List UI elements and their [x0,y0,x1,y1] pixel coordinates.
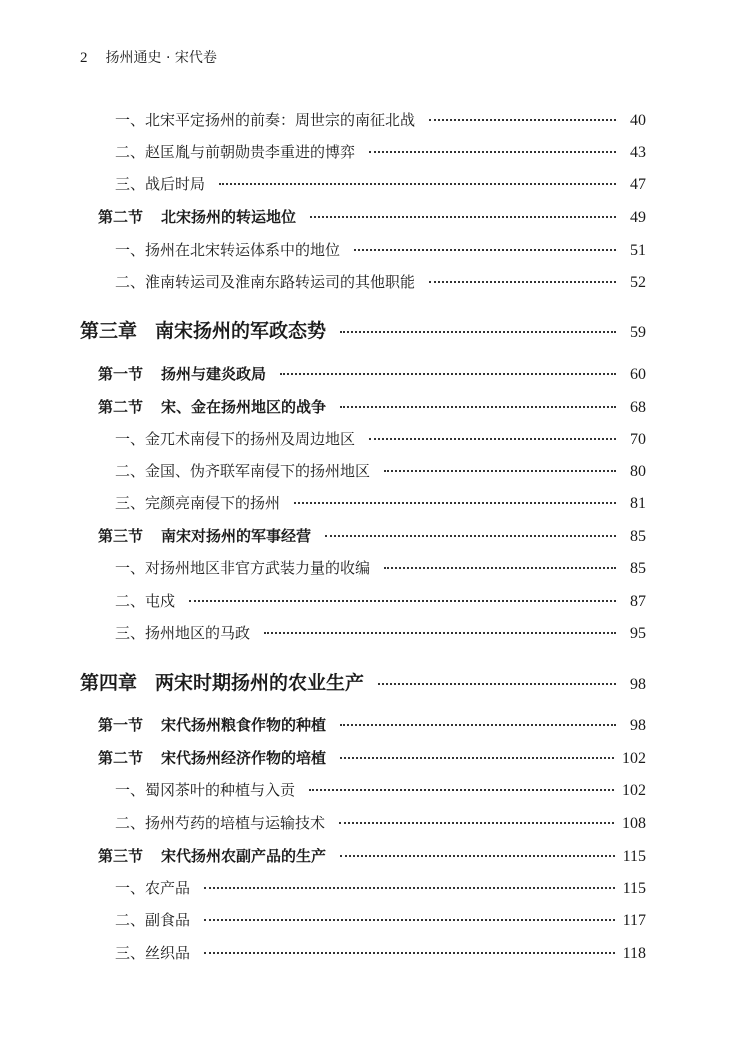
toc-entry[interactable] [115,942,646,964]
section-label: 第三节 [98,847,144,865]
dot-leader [378,682,616,685]
toc-entry-title [98,714,326,735]
section-label: 第二节 [98,749,144,767]
section-label: 第一节 [98,365,144,383]
dot-leader [219,182,616,185]
section-title: 北宋扬州的转运地位 [161,208,297,226]
toc-entry-title: 二、副食品 [115,911,191,929]
toc-entry-page: 85 [630,560,646,577]
toc-entry-page: 49 [630,209,646,226]
toc-section-entry[interactable] [98,525,646,547]
book-title: 扬州通史 · 宋代卷 [105,50,217,66]
toc-entry-title [98,747,326,768]
toc-entry-page: 47 [630,176,646,193]
toc-entry-title: 一、扬州在北宋转运体系中的地位 [115,241,341,259]
toc-entry-title: 一、蜀冈茶叶的种植与入贡 [115,781,296,799]
toc-section-entry[interactable] [98,714,646,736]
toc-chapter-entry[interactable] [80,668,646,694]
section-title: 南宋对扬州的军事经营 [161,527,312,545]
toc-entry-title: 三、完颜亮南侵下的扬州 [115,494,281,512]
section-title: 宋代扬州经济作物的培植 [161,749,327,767]
toc-entry-page: 118 [622,945,646,962]
toc-entry-page: 70 [630,431,646,448]
dot-leader [325,534,616,537]
page-number: 2 [80,50,88,66]
toc-chapter-entry[interactable] [80,316,646,342]
toc-entry-page: 102 [622,750,646,767]
toc-entry-title: 二、扬州芍药的培植与运输技术 [115,814,326,832]
toc-entry-title [98,845,326,866]
dot-leader [340,756,614,759]
dot-leader [384,566,616,569]
toc-entry-page: 115 [622,880,646,897]
dot-leader [280,372,616,375]
toc-entry-page: 68 [630,399,646,416]
toc-entry[interactable] [115,460,646,482]
toc-entry-page: 117 [622,912,646,929]
toc-entry-page: 43 [630,144,646,161]
toc-entry-title: 三、扬州地区的马政 [115,624,251,642]
toc-entry[interactable] [115,141,646,163]
toc-entry-title [98,363,266,384]
chapter-label: 第四章 [80,672,138,694]
toc-section-entry[interactable] [98,363,646,385]
toc-entry-title: 一、北宋平定扬州的前奏：周世宗的南征北战 [115,111,416,129]
toc-entry-page: 51 [630,242,646,259]
toc-entry-page: 87 [630,593,646,610]
toc-entry[interactable] [115,590,646,612]
chapter-title: 两宋时期扬州的农业生产 [155,672,365,694]
toc-entry-title [98,396,326,417]
dot-leader [340,330,616,333]
toc-entry[interactable] [115,173,646,195]
toc-entry[interactable] [115,812,646,834]
dot-leader [429,280,616,283]
toc-entry[interactable] [115,271,646,293]
toc-entry[interactable] [115,877,646,899]
toc-entry-page: 40 [630,112,646,129]
chapter-title: 南宋扬州的军政态势 [155,320,327,342]
section-title: 宋、金在扬州地区的战争 [161,398,327,416]
toc-entry-title: 二、金国、伪齐联军南侵下的扬州地区 [115,462,371,480]
dot-leader [429,118,616,121]
section-label: 第三节 [98,527,144,545]
toc-entry-title: 一、对扬州地区非官方武装力量的收编 [115,559,371,577]
toc-entry[interactable] [115,428,646,450]
toc-section-entry[interactable] [98,206,646,228]
toc-entry-page: 81 [630,495,646,512]
toc-entry[interactable] [115,109,646,131]
dot-leader [340,405,616,408]
toc-entry-title: 二、赵匡胤与前朝勋贵李重进的博弈 [115,143,356,161]
section-label: 第二节 [98,208,144,226]
toc-entry-page: 80 [630,463,646,480]
toc-entry-page: 85 [630,528,646,545]
toc-entry-title: 二、淮南转运司及淮南东路转运司的其他职能 [115,273,416,291]
toc-entry-page: 59 [630,324,646,341]
toc-entry-page: 115 [622,848,646,865]
toc-entry[interactable] [115,492,646,514]
dot-leader [294,501,616,504]
toc-entry-title: 三、战后时局 [115,175,206,193]
dot-leader [384,469,616,472]
dot-leader [264,631,616,634]
dot-leader [340,723,616,726]
toc-entry-page: 98 [630,676,646,693]
dot-leader [189,599,616,602]
toc-entry[interactable] [115,909,646,931]
toc-entry[interactable] [115,779,646,801]
toc-section-entry[interactable] [98,747,646,769]
section-label: 第一节 [98,716,144,734]
toc-entry-title [80,668,364,695]
section-title: 宋代扬州农副产品的生产 [161,847,327,865]
toc-entry-page: 102 [622,782,646,799]
toc-entry-title [98,525,311,546]
toc-entry-title: 一、农产品 [115,879,191,897]
dot-leader [340,854,615,857]
section-title: 宋代扬州粮食作物的种植 [161,716,327,734]
dot-leader [354,248,616,251]
toc-entry-title: 一、金兀术南侵下的扬州及周边地区 [115,430,356,448]
toc-entry-title [80,316,326,343]
toc-entry[interactable] [115,622,646,644]
toc-entry-page: 108 [622,815,646,832]
toc-entry-page: 52 [630,274,646,291]
toc-section-entry[interactable] [98,396,646,418]
section-title: 扬州与建炎政局 [161,365,267,383]
dot-leader [369,150,616,153]
toc-entry-title [98,206,296,227]
dot-leader [309,788,614,791]
toc-entry-title: 三、丝织品 [115,944,191,962]
toc-entry-title: 二、屯戍 [115,592,176,610]
dot-leader [369,437,616,440]
dot-leader [204,951,615,954]
toc-entry-page: 95 [630,625,646,642]
dot-leader [339,821,614,824]
toc-entry[interactable] [115,239,646,261]
toc-entry-page: 60 [630,366,646,383]
chapter-label: 第三章 [80,320,138,342]
section-label: 第二节 [98,398,144,416]
dot-leader [204,886,615,889]
dot-leader [204,918,615,921]
toc-section-entry[interactable] [98,845,646,867]
toc-entry-page: 98 [630,717,646,734]
dot-leader [310,215,616,218]
toc-entry[interactable] [115,557,646,579]
